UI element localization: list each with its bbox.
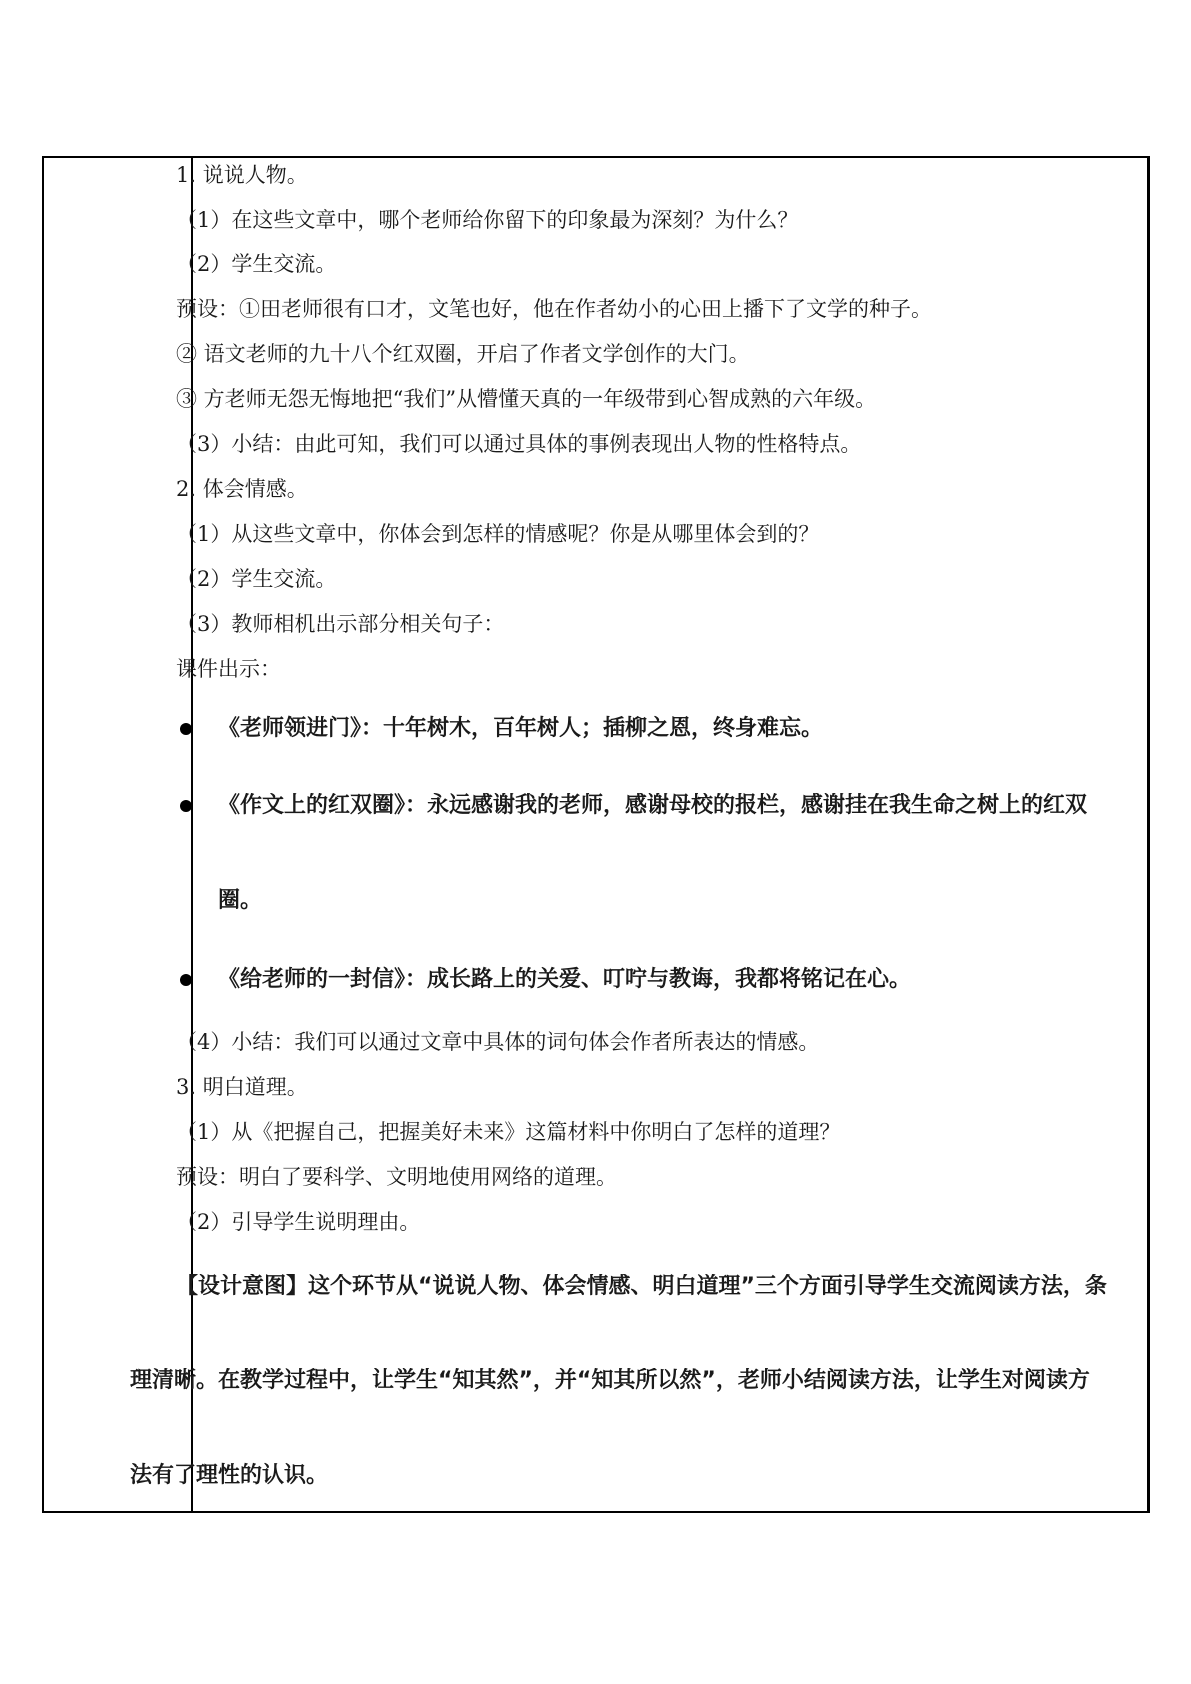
text-line: 课件出示：	[176, 657, 281, 681]
question-line: （1）从《把握自己，把握美好未来》这篇材料中你明白了怎样的道理？	[176, 1120, 841, 1144]
bullet-icon	[180, 974, 192, 986]
text-line: ③ 方老师无怨无悔地把“我们”从懵懂天真的一年级带到心智成熟的六年级。	[176, 387, 877, 411]
table-right-border	[1147, 156, 1150, 1513]
text-line: （4）小结：我们可以通过文章中具体的词句体会作者所表达的情感。	[176, 1030, 820, 1054]
step-2-heading: 2. 体会情感。	[176, 477, 308, 501]
question-line: （1）在这些文章中，哪个老师给你留下的印象最为深刻？为什么？	[176, 208, 799, 232]
question-line: （1）从这些文章中，你体会到怎样的情感呢？你是从哪里体会到的？	[176, 522, 820, 546]
step-1-heading: 1. 说说人物。	[176, 163, 308, 187]
text-line: ② 语文老师的九十八个红双圈，开启了作者文学创作的大门。	[176, 342, 750, 366]
design-intent-cont: 理清晰。在教学过程中，让学生“知其然”，并“知其所以然”，老师小结阅读方法，让学生对阅读方	[130, 1368, 1090, 1393]
text-line: （2）学生交流。	[176, 567, 337, 591]
design-intent: 【设计意图】这个环节从“说说人物、体会情感、明白道理”三个方面引导学生交流阅读方法，条	[176, 1274, 1107, 1299]
text-line: 预设：明白了要科学、文明地使用网络的道理。	[176, 1165, 617, 1189]
design-intent-cont: 法有了理性的认识。	[130, 1463, 329, 1488]
text-line: （2）引导学生说明理由。	[176, 1210, 421, 1234]
text-line: （3）教师相机出示部分相关句子：	[176, 612, 505, 636]
quote-item-continuation: 圈。	[218, 888, 263, 913]
quote-item: 《作文上的红双圈》：永远感谢我的老师，感谢母校的报栏，感谢挂在我生命之树上的红双	[218, 793, 1088, 818]
bullet-icon	[180, 800, 192, 812]
text-line: 预设：①田老师很有口才，文笔也好，他在作者幼小的心田上播下了文学的种子。	[176, 297, 932, 321]
quote-item: 《老师领进门》：十年树木，百年树人；插柳之恩，终身难忘。	[218, 716, 824, 741]
text-line: （2）学生交流。	[176, 252, 337, 276]
bullet-icon	[180, 723, 192, 735]
step-3-heading: 3. 明白道理。	[176, 1075, 308, 1099]
quote-item: 《给老师的一封信》：成长路上的关爱、叮咛与教诲，我都将铭记在心。	[218, 967, 912, 992]
text-line: （3）小结：由此可知，我们可以通过具体的事例表现出人物的性格特点。	[176, 432, 862, 456]
